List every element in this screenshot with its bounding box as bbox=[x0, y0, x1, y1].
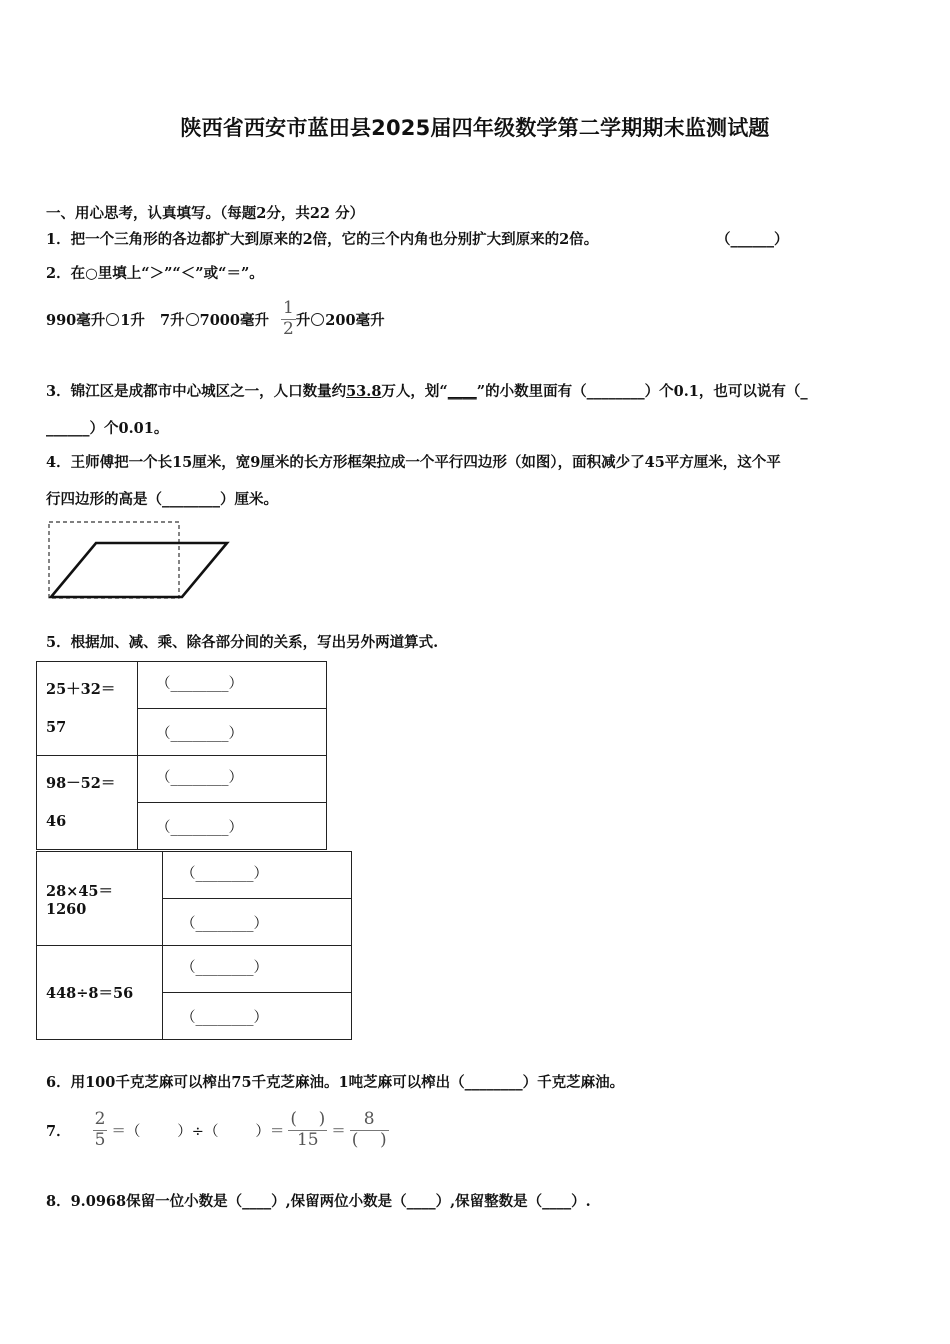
answer-blank[interactable]: （________） bbox=[156, 770, 243, 786]
q7-fraction-3 bbox=[350, 1110, 389, 1150]
section-heading: 一、用心思考，认真填写。（每题2分，共22 分） bbox=[46, 205, 365, 222]
q3-underlined-number: 53.8 bbox=[346, 383, 382, 400]
answer-blank[interactable]: （________） bbox=[181, 960, 268, 976]
q7-fraction-1 bbox=[93, 1110, 108, 1150]
compare-circle-2[interactable] bbox=[186, 313, 199, 326]
q2-item-a-left: 990毫升 bbox=[46, 311, 106, 329]
answer-blank[interactable]: （________） bbox=[156, 725, 243, 742]
question-3-line-2: ______）个0.01。 bbox=[46, 420, 169, 437]
equation-table-2 bbox=[36, 851, 352, 1040]
q3-text-part-1: 3．锦江区是成都市中心城区之一，人口数量约 bbox=[46, 383, 347, 400]
question-5-text: 5．根据加、减、乘、除各部分间的关系，写出另外两道算式. bbox=[46, 634, 439, 651]
answer-blank[interactable]: （________） bbox=[156, 676, 243, 692]
q7-equals: ＝ bbox=[331, 1123, 346, 1140]
original-rectangle-outline bbox=[49, 522, 179, 598]
q7-fraction-1-numerator: 2 bbox=[94, 1108, 106, 1129]
answer-blank[interactable]: （________） bbox=[181, 915, 268, 932]
question-1-answer-blank[interactable]: （______） bbox=[716, 231, 789, 248]
q2-item-b-right: 7000毫升 bbox=[199, 311, 269, 329]
question-7 bbox=[46, 1104, 393, 1156]
equation-text: 57 bbox=[46, 718, 67, 736]
equation-text: 46 bbox=[46, 812, 67, 830]
question-3-line-1 bbox=[46, 380, 808, 401]
equation-cell bbox=[37, 852, 163, 946]
question-8-text: 8．9.0968保留一位小数是（____）,保留两位小数是（____）,保留整数是（____）. bbox=[46, 1193, 591, 1210]
q2-item-c-unit: 升 bbox=[295, 311, 311, 329]
equation-text: 25＋32＝ bbox=[46, 680, 116, 698]
page-title: 陕西省西安市蓝田县2025届四年级数学第二学期期末监测试题 bbox=[180, 116, 770, 140]
q7-fraction-3-numerator: 8 bbox=[363, 1108, 375, 1129]
q2-fraction-denominator: 2 bbox=[282, 318, 294, 339]
equation-cell bbox=[37, 662, 138, 756]
parallelogram-shape bbox=[51, 543, 227, 597]
answer-blank[interactable]: （________） bbox=[181, 1009, 268, 1026]
compare-circle-3[interactable] bbox=[311, 313, 324, 326]
answer-blank[interactable]: （________） bbox=[181, 866, 268, 882]
question-4-line-2: 行四边形的高是（________）厘米。 bbox=[46, 491, 278, 508]
q7-fraction-2-numerator[interactable]: ( ) bbox=[290, 1108, 326, 1129]
question-2-text: 2．在○里填上“＞”“＜”或“＝”。 bbox=[46, 265, 264, 282]
equation-cell bbox=[37, 756, 138, 850]
parallelogram-figure bbox=[44, 518, 236, 604]
q3-text-part-2: 万人，划“ bbox=[381, 383, 448, 400]
question-4-line-1: 4．王师傅把一个长15厘米，宽9厘米的长方形框架拉成一个平行四边形（如图），面积减少了45平方厘米，这个平 bbox=[46, 454, 781, 471]
q2-item-c-right: 200毫升 bbox=[325, 311, 385, 329]
question-1 bbox=[46, 228, 598, 249]
q7-fraction-1-denominator: 5 bbox=[94, 1129, 106, 1150]
equation-table-1 bbox=[36, 661, 327, 850]
equation-text: 28×45＝1260 bbox=[46, 882, 114, 918]
equation-text: 448÷8＝56 bbox=[46, 985, 134, 1002]
compare-circle-1[interactable] bbox=[106, 313, 119, 326]
q3-text-part-3: ”的小数里面有（________）个0.1，也可以说有（_ bbox=[476, 383, 808, 400]
q2-fraction-numerator: 1 bbox=[282, 297, 294, 318]
question-2-items bbox=[46, 294, 385, 344]
q7-label: 7． bbox=[46, 1122, 71, 1140]
equation-text: 98－52＝ bbox=[46, 774, 116, 792]
q3-blank-1[interactable]: ____ bbox=[447, 383, 477, 400]
question-1-text: 1．把一个三角形的各边都扩大到原来的2倍，它的三个内角也分别扩大到原来的2倍。 bbox=[46, 231, 599, 248]
q7-fraction-2-denominator: 15 bbox=[288, 1130, 327, 1151]
q2-item-a-right: 1升 7升 bbox=[120, 311, 185, 329]
equation-cell bbox=[37, 946, 163, 1040]
question-6-text: 6．用100千克芝麻可以榨出75千克芝麻油。1吨芝麻可以榨出（________）千克芝麻油。 bbox=[46, 1074, 625, 1091]
q7-fraction-3-denominator[interactable]: ( ) bbox=[351, 1129, 387, 1150]
q7-division-blanks[interactable]: ＝（ ）÷（ ）＝ bbox=[111, 1123, 285, 1140]
answer-blank[interactable]: （________） bbox=[156, 819, 243, 836]
q7-fraction-2 bbox=[288, 1110, 327, 1150]
q2-fraction bbox=[281, 299, 296, 339]
